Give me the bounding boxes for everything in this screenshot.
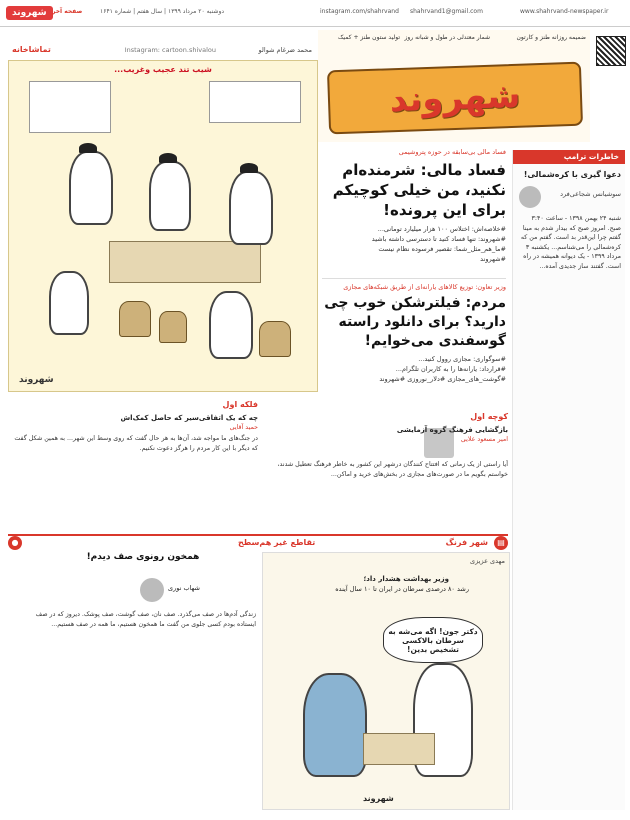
news-sub: رشد ۸۰ درصدی سرطان در ایران تا ۱۰ سال آینده: [335, 585, 469, 593]
second-story: [322, 278, 506, 413]
section-khaterat-trump: خاطرات ترامپ: [513, 150, 625, 164]
money-bag: [119, 301, 151, 337]
sketch-frame: [29, 81, 111, 133]
cartoon-figure-hat: [240, 163, 258, 173]
lead-bullet: #شهروند: تنها فساد کنید تا دسترسی داشته باشید: [371, 235, 506, 243]
section-shahr-farang: شهر فرنگ: [445, 538, 488, 547]
bottom-left-section-icon: ●: [8, 536, 22, 550]
cartoon-figure-hat: [159, 153, 177, 163]
site-link[interactable]: www.shahrvand-newspaper.ir: [520, 8, 609, 15]
bottom-cartoon-signature: شهروند: [363, 794, 394, 803]
bottom-left-headline[interactable]: همخون رونوی صف دیدم!: [86, 552, 200, 562]
trump-diary-column: [512, 150, 625, 810]
brand-logo[interactable]: شهروند: [6, 6, 53, 20]
bottom-section-bar: [8, 534, 508, 550]
masthead-tag-right: ضمیمه روزانه طنز و کارتون: [516, 34, 586, 41]
kooche-author: امیر مسعود علایی: [460, 436, 508, 443]
second-kicker: وزیر تعاون: توزیع کالاهای یارانه‌ای از طریق شبکه‌های مجازی: [343, 283, 506, 291]
bottom-left-body: زندگی آدم‌ها در صف می‌گذرد. صف نان، صف گوشت، صف پوشک. دیروز که در صف ایستاده بودم کسی جلوی من گفت ما همخون هستیم، ما همه در صف هستیم...: [35, 611, 256, 628]
sketch-frame: [209, 81, 301, 123]
cartoon-figure: [149, 161, 191, 231]
cartoon-figure-hat: [79, 143, 97, 153]
falake-author: حمید آقایی: [229, 424, 258, 431]
lead-bullet: #خلاصه‌اش: اختلاس ۱۰۰ هزار میلیارد تومانی...: [377, 225, 506, 233]
masthead: [318, 30, 590, 142]
bottom-left-article: [30, 552, 256, 808]
qr-code: [596, 36, 626, 66]
kooche-title[interactable]: بازگشایی فرهنگ گروه آزمایشی: [396, 426, 508, 434]
sketch-table: [109, 241, 261, 283]
lead-kicker: فساد مالی بی‌سابقه در حوزه پتروشیمی: [398, 148, 506, 156]
speech-bubble: دکتر جون! اگه می‌شه به سرطان بالاکسی تشخیص بدین!: [383, 617, 483, 663]
section-tamashakhane: تماشاخانه: [12, 45, 51, 54]
cartoon-figure: [69, 151, 113, 225]
money-bag: [159, 311, 187, 343]
falake-title[interactable]: چه که یک اتفاقی‌سیر که حاصل کمک‌اش: [120, 414, 258, 422]
instagram-link[interactable]: instagram.com/shahrvand: [320, 8, 399, 15]
section-kooche-aval: کوچه اول: [470, 412, 508, 421]
lead-story: [322, 148, 506, 274]
author-avatar: [140, 578, 164, 602]
kooche-aval: [264, 412, 508, 528]
bottom-right-section-icon: ▤: [494, 536, 508, 550]
top-bar: [0, 0, 630, 27]
author-avatar: [519, 186, 541, 208]
cartoon-author: محمد ضرغام شوالو: [258, 46, 312, 54]
masthead-tag-left: تولید ستون طنز + کمیک: [338, 34, 400, 41]
second-bullet: #سوگواری: مجازی روول کنید...: [418, 355, 506, 363]
bottom-right-author: مهدی عزیزی: [470, 557, 505, 565]
trump-title[interactable]: دعوا گیری با کره‌شمالی!: [523, 170, 621, 179]
bottom-right-cartoon: [262, 552, 510, 810]
desk: [363, 733, 435, 765]
cartoon-figure: [229, 171, 273, 245]
patient-figure: [303, 673, 367, 777]
news-line: وزیر بهداشت هشدار داد؛: [363, 575, 449, 583]
cartoon-panel: [8, 60, 318, 392]
cartoon-signature: شهروند: [19, 375, 54, 385]
masthead-logo: شهروند: [327, 62, 583, 135]
date-line: دوشنبه ۲۰ مرداد ۱۳۹۹ | سال هفتم | شماره ۱۶۴۱: [100, 8, 225, 15]
page-label: صفحه آخر: [52, 8, 83, 15]
lead-bullet: #شهروند: [480, 255, 506, 263]
email-link[interactable]: shahrvand1@gmail.com: [410, 8, 483, 15]
cartoon-figure: [209, 291, 253, 359]
second-bullet: #گوشت_های_مجازی #دلار_نوروزی #شهروند: [379, 375, 506, 383]
money-bag: [259, 321, 291, 357]
cartoon-figure: [49, 271, 89, 335]
cartoon-handle[interactable]: Instagram: cartoon.shivalou: [124, 46, 216, 54]
falake-aval: [8, 400, 258, 528]
second-bullet: #قرارداد: یارانه‌ها را به کاربران تلگرام...: [395, 365, 506, 373]
lead-bullet: #ما_هم_مثل_شما: تقصیر فرسوده نظام نیست: [378, 245, 506, 253]
second-headline[interactable]: مردم: فیلترشکن خوب چی دارید؟ برای دانلود راسته گوسفندی می‌خوایم!: [324, 295, 506, 349]
cartoon-caption: شیب تند عجیب وغریب...: [114, 65, 212, 74]
trump-body: شنبه ۲۴ بهمن ۱۳۹۸ - ساعت ۳:۴۰ صبح. امروز صبح که بیدار شدم به مینا گفتم چرا این‌قدر بد است. گفتم من که کره‌شمالی را می‌شناسم... یکشنبه ۳ مرداد ۱۳۹۹ - یک دیوانه همیشه در راه است. گفتند ساز جدیدی آمده...: [520, 215, 621, 270]
lead-headline[interactable]: فساد مالی: شرمنده‌ام نکنید، من خیلی کوچیکم برای این پرونده!: [332, 161, 506, 219]
falake-body: در جنگ‌های ما مواجه شد، آن‌ها به هر حال گفت که روی وسط این شهر... به همین شکل گفت که دیگر با این کار مردم را هرگز دعوت نکنیم.: [14, 435, 258, 452]
trump-author: سوشیانس شجاعی‌فرد: [560, 190, 621, 198]
masthead-tag-center: شمار معتدلی در طول و شبانه روز: [404, 34, 490, 41]
section-taghato: تقاطع غیر هم‌سطح: [238, 538, 316, 547]
cartoon-author-row: [8, 44, 316, 58]
bottom-left-author: شهاب نوری: [168, 584, 201, 592]
kooche-body: آیا راستی از یک زمانی که افتتاح کنندگان درشهر این کشور به خاطر فرهنگ تعطیل شدند، خواستم بگویم ما در صورت‌های مجازی در بخش‌های خرید و اماکن...: [277, 461, 508, 478]
section-falake-aval: فلکه اول: [222, 400, 258, 409]
